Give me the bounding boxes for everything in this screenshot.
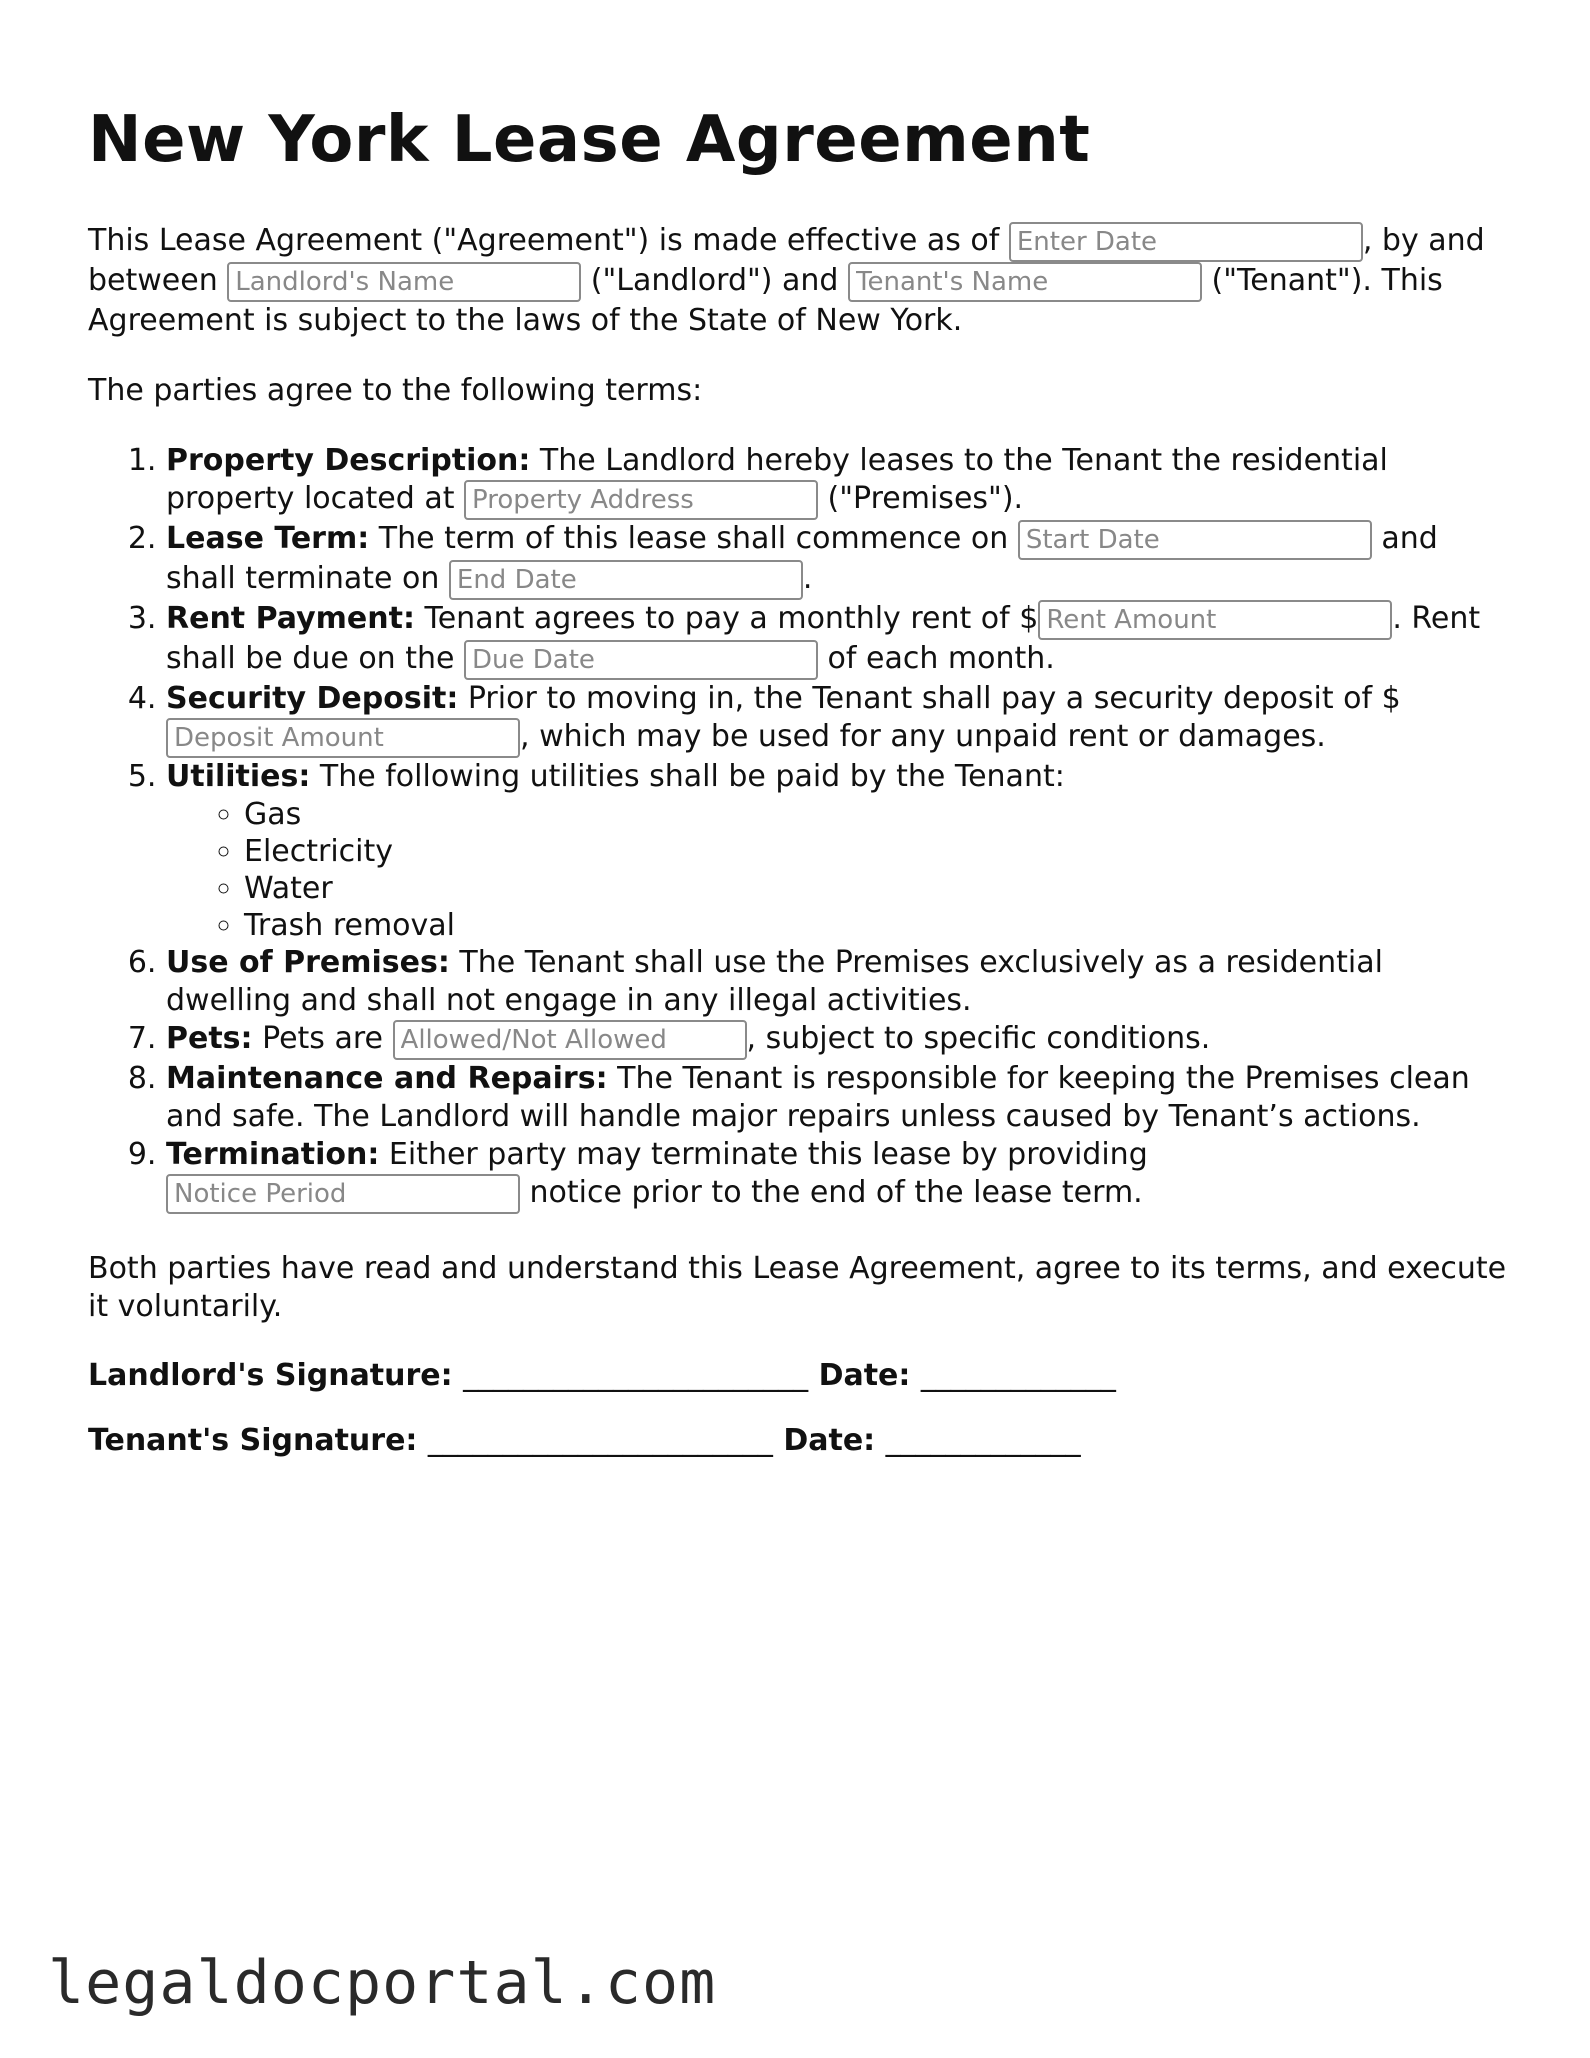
term-heading: Pets: (166, 1020, 253, 1056)
landlord-date-line: _____________ (920, 1357, 1116, 1393)
notice-period-input[interactable] (166, 1174, 520, 1214)
term-text: The Tenant shall use the Premises exclusively as a residential dwelling and shall not engage in any illegal activities. (166, 944, 1383, 1018)
lease-document (88, 104, 1508, 1488)
term-heading: Termination: (166, 1136, 380, 1172)
term-text: of each month. (818, 640, 1055, 676)
utilities-list (166, 796, 1508, 944)
tenant-signature-line: _______________________ (427, 1422, 773, 1458)
landlord-date-label: Date: (818, 1357, 911, 1393)
term-text: Tenant agrees to pay a monthly rent of $ (414, 600, 1039, 636)
term-text: Prior to moving in, the Tenant shall pay a security deposit of $ (458, 680, 1401, 716)
term-heading: Property Description: (166, 442, 531, 478)
tenant-date-label: Date: (783, 1422, 876, 1458)
term-termination (166, 1136, 1508, 1214)
tenant-signature-label: Tenant's Signature: (88, 1422, 418, 1458)
term-property (166, 442, 1508, 520)
rent-amount-input[interactable] (1038, 600, 1392, 640)
term-text: Either party may terminate this lease by providing (379, 1136, 1148, 1172)
tenant-signature-row (88, 1423, 1508, 1458)
intro-text-4: ("Tenant"). This Agreement is subject to the laws of the State of New York. (88, 262, 1443, 338)
utility-item: ◦ Gas (244, 796, 1508, 833)
term-text: . Rent shall be due on the (166, 600, 1481, 676)
tenant-date-line: _____________ (885, 1422, 1081, 1458)
term-heading: Maintenance and Repairs: (166, 1060, 608, 1096)
term-heading: Lease Term: (166, 520, 370, 556)
term-heading: Utilities: (166, 758, 311, 794)
term-use-of-premises (166, 944, 1508, 1020)
term-heading: Security Deposit: (166, 680, 459, 716)
term-text: , which may be used for any unpaid rent or damages. (520, 718, 1326, 754)
closing-paragraph: Both parties have read and understand this Lease Agreement, agree to its terms, and execute it voluntarily. (88, 1250, 1507, 1324)
landlord-signature-line: _______________________ (463, 1357, 809, 1393)
term-heading: Use of Premises: (166, 944, 450, 980)
start-date-input[interactable] (1018, 520, 1372, 560)
term-text: The Tenant is responsible for keeping the Premises clean and safe. The Landlord will handle major repairs unless caused by Tenant’s actions. (166, 1060, 1470, 1134)
term-text: Pets are (252, 1020, 393, 1056)
deposit-amount-input[interactable] (166, 718, 520, 758)
intro-text-1: This Lease Agreement ("Agreement") is made effective as of (88, 222, 1009, 258)
document-title: New York Lease Agreement (88, 103, 1091, 177)
effective-date-input[interactable] (1009, 222, 1363, 262)
utility-item: ◦ Trash removal (244, 907, 1508, 944)
utility-item: ◦ Electricity (244, 833, 1508, 870)
term-text: and shall terminate on (166, 520, 1438, 596)
term-text: The term of this lease shall commence on (369, 520, 1018, 556)
term-text: , subject to specific conditions. (746, 1020, 1211, 1056)
parties-agree-text: The parties agree to the following terms: (88, 372, 703, 408)
term-heading: Rent Payment: (166, 600, 415, 636)
intro-paragraph (88, 222, 1508, 340)
term-lease-term (166, 520, 1508, 600)
term-text: notice prior to the end of the lease term. (520, 1174, 1143, 1210)
term-utilities (166, 758, 1508, 944)
landlord-signature-label: Landlord's Signature: (88, 1357, 453, 1393)
intro-text-2: , by and between (88, 222, 1485, 298)
property-address-input[interactable] (464, 480, 818, 520)
term-text: The Landlord hereby leases to the Tenant the residential property located at (166, 442, 1388, 516)
term-rent-payment (166, 600, 1508, 680)
landlord-signature-row (88, 1358, 1508, 1393)
term-maintenance (166, 1060, 1508, 1136)
utility-item: ◦ Water (244, 870, 1508, 907)
landlord-name-input[interactable] (227, 262, 581, 302)
pets-allowed-input[interactable] (393, 1020, 747, 1060)
terms-list (88, 442, 1508, 1214)
term-text: . (802, 560, 813, 596)
watermark-text: legaldocportal.com (48, 1948, 717, 2018)
term-pets (166, 1020, 1508, 1060)
term-security-deposit (166, 680, 1508, 758)
end-date-input[interactable] (449, 560, 803, 600)
term-text: ("Premises"). (818, 480, 1024, 516)
due-date-input[interactable] (464, 640, 818, 680)
term-text: The following utilities shall be paid by the Tenant: (310, 758, 1065, 794)
tenant-name-input[interactable] (848, 262, 1202, 302)
intro-text-3: ("Landlord") and (581, 262, 849, 298)
